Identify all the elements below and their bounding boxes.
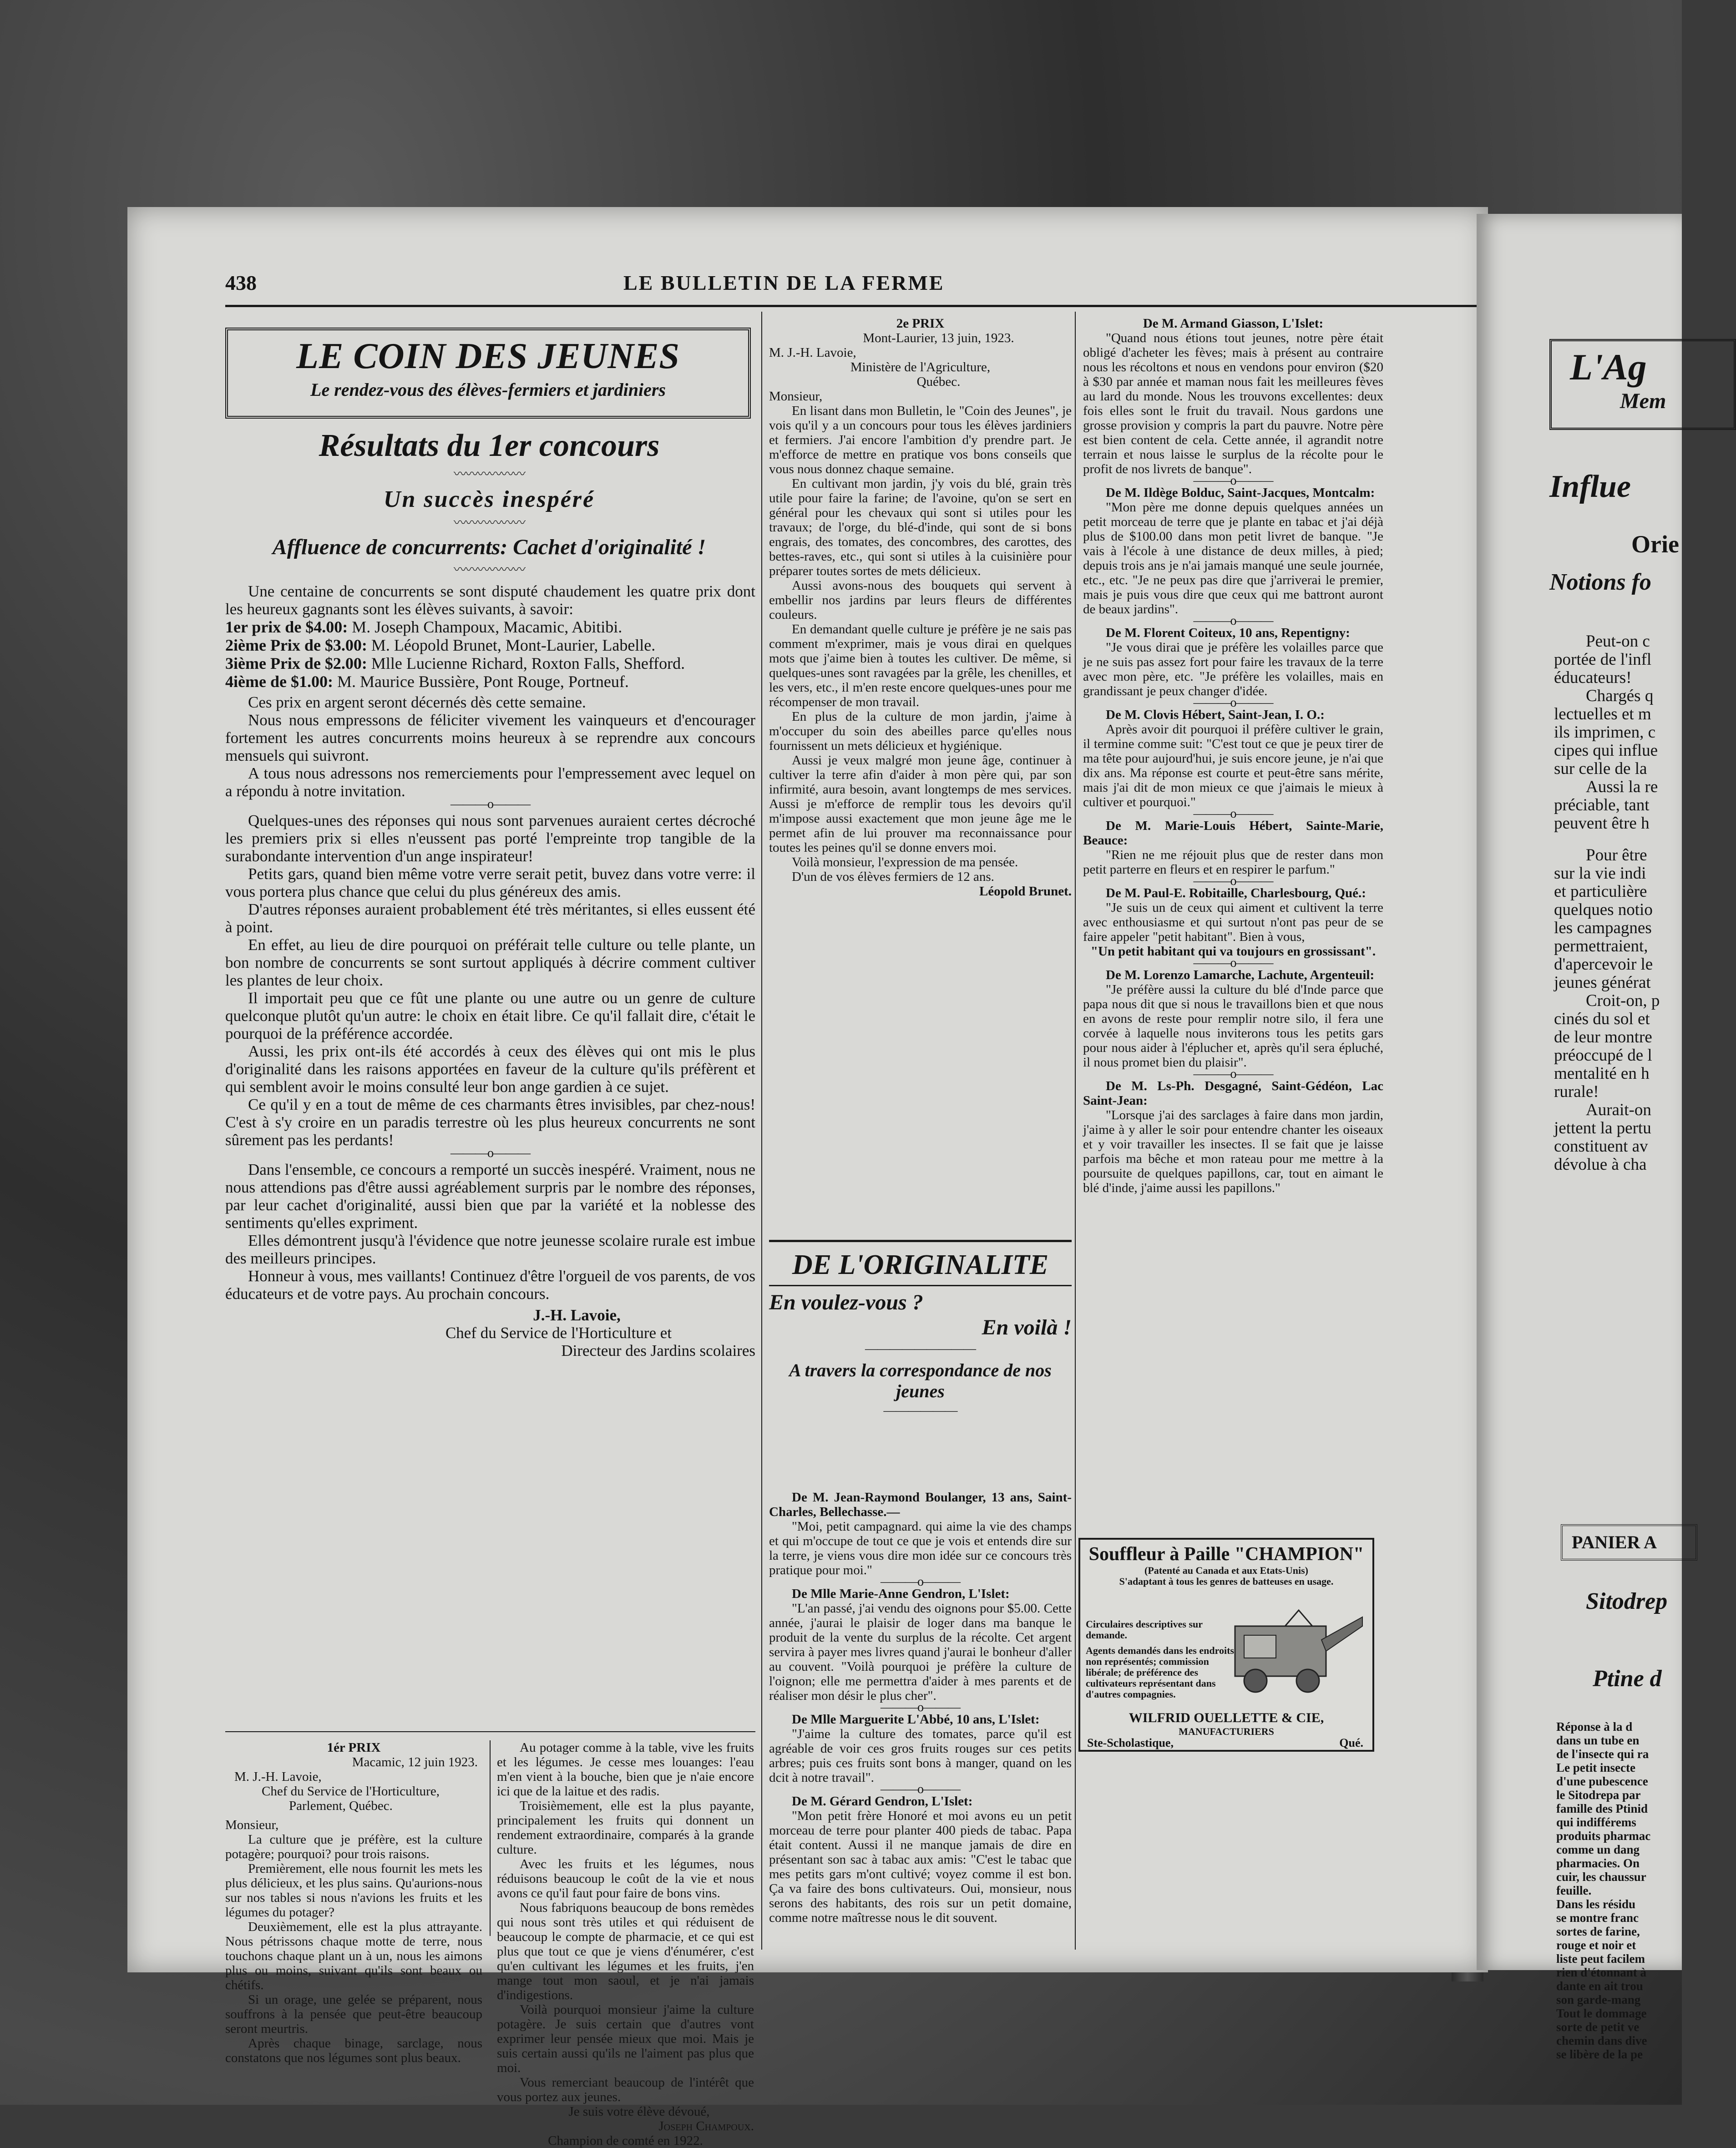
paragraph: D'autres réponses auraient probablement été très méritantes, si elles eussent été à point.	[225, 900, 755, 936]
separator: —————————	[865, 1342, 976, 1356]
text-line: dante en ait trou	[1556, 1979, 1643, 1993]
next-banner	[1549, 339, 1736, 430]
letter-entry	[1083, 708, 1383, 809]
next-page-fragment	[1477, 214, 1682, 2061]
paragraph: Honneur à vous, mes vaillants! Continuez d'être l'orgueil de vos parents, de vos éducateurs et de votre pays. Au prochain concours.	[225, 1267, 755, 1303]
separator: ———o———	[450, 1146, 530, 1160]
paragraph: Aussi je veux malgré mon jeune âge, continuer à cultiver la terre afin d'aider à mon père qui, par son infirmité, aura besoin, avant longtemps de mes services. Aussi je m'efforce de remplir tous les devoirs qu'il m'impose aussi exactement que mon jeune âge me le permet afin de lui prouver ma reconnaissance pour toutes les peines qu'il se donne envers moi.	[769, 753, 1072, 855]
entry-quote: "Un petit habitant qui va toujours en grossissant".	[1090, 944, 1376, 959]
text-line: éducateurs!	[1554, 668, 1632, 687]
section-rule	[769, 1285, 1072, 1286]
letter-entry	[1083, 485, 1383, 617]
text-line: de leur montre	[1554, 1028, 1652, 1046]
section-rule	[769, 1240, 1072, 1242]
next-heading: Sitodrep	[1586, 1588, 1668, 1614]
paragraph: Aussi avons-nous des bouquets qui servent à embellir nos jardins par leurs fleurs de différentes couleurs.	[769, 578, 1072, 622]
separator: ———o———	[881, 1782, 960, 1796]
separator: ——————	[883, 1404, 957, 1418]
text-line: constituent av	[1554, 1137, 1648, 1156]
signature-title: Directeur des Jardins scolaires	[561, 1342, 755, 1360]
separator: ———o———	[881, 1575, 960, 1589]
prize1-footer: Champion de comté en 1922.	[548, 2133, 703, 2148]
paragraph: Vous remerciant beaucoup de l'intérêt que vous portez aux jeunes.	[497, 2075, 754, 2104]
prize-label: 1er prix de $4.00:	[225, 618, 348, 636]
entry-head: De M. Ls-Ph. Desgagné, Saint-Gédéon, Lac Saint-Jean:	[1083, 1079, 1383, 1108]
entry-head: De M. Jean-Raymond Boulanger, 13 ans, Saint-Charles, Bellechasse.—	[769, 1490, 1072, 1519]
separator: ———o———	[1193, 807, 1273, 821]
paragraph: Dans l'ensemble, ce concours a remporté un succès inespéré. Vraiment, nous ne nous attendions pas d'être aussi agréablement surpris par le nombre des réponses, par leur cachet d'originalité, aussi bien que par la variété et la noblesse des sentiments qu'elles expriment.	[225, 1161, 755, 1232]
text-line: ils imprimen, c	[1554, 723, 1655, 742]
paragraph: Si un orage, une gelée se préparent, nous souffrons à la pensée que peut-être beaucoup seront meurtris.	[225, 1992, 482, 2036]
prize2-signature: Léopold Brunet.	[979, 884, 1072, 899]
originalite-line1: En voulez-vous ?	[769, 1290, 923, 1314]
letter-entry	[769, 1712, 1072, 1785]
wavy-divider: 〰〰〰〰〰〰	[453, 467, 525, 481]
column-rule-2	[1075, 312, 1076, 1950]
text-line: permettraient,	[1554, 937, 1648, 955]
entry-head: De Mlle Marie-Anne Gendron, L'Islet:	[792, 1587, 1010, 1601]
prize1-addr: M. J.-H. Lavoie,	[234, 1769, 322, 1784]
originalite-sub: A travers la correspondance de nos jeunes	[789, 1360, 1052, 1401]
entry-head: De M. Marie-Louis Hébert, Sainte-Marie, Beauce:	[1083, 819, 1383, 848]
text-line: lectuelles et m	[1554, 705, 1651, 723]
text-line: Dans les résidu	[1556, 1897, 1636, 1911]
running-title: LE BULLETIN DE LA FERME	[623, 271, 945, 294]
article-title: Résultats du 1er concours	[319, 428, 660, 463]
paragraph: Nous nous empressons de féliciter vivement les vainqueurs et d'encourager fortement les autres concurrents moins heureux à se reprendre aux concours mensuels qui suivront.	[225, 711, 755, 764]
text-line: Aussi la re	[1586, 778, 1658, 796]
paragraph: En cultivant mon jardin, j'y vois du blé, grain très utile pour faire la farine; de l'avoine, qu'on se sert en général pour les chevaux qui sont si utiles pour les travaux; de l'orge, du blé-d'inde, qui sont de si bons engrais, des tomates, des concombres, des carottes, des bettes-raves, etc., qui sont si utiles à la cuisinière pour préparer toutes sortes de mets délicieux.	[769, 476, 1072, 578]
banner-subtitle: Le rendez-vous des élèves-fermiers et jardiniers	[310, 379, 666, 400]
prize1-letter-col2	[497, 1740, 754, 2148]
letter-entry	[1083, 626, 1383, 698]
prize-winner: Mlle Lucienne Richard, Roxton Falls, Shefford.	[371, 654, 685, 672]
text-line: liste peut facilem	[1556, 1952, 1645, 1966]
text-line: mentalité en h	[1554, 1064, 1650, 1083]
prize-label: 2ième Prix de $3.00:	[225, 636, 367, 654]
text-line: jeunes générat	[1554, 973, 1651, 992]
separator: ———o———	[1193, 956, 1273, 970]
text-line: d'apercevoir le	[1554, 955, 1653, 974]
section-rule	[225, 1731, 755, 1732]
next-heading: Influe	[1549, 469, 1631, 504]
letter-entry	[1083, 1079, 1383, 1195]
text-line: sur celle de la	[1554, 759, 1647, 778]
entry-text: "J'aime la culture des tomates, parce qu'il est agréable de voir ces gros fruits rouges sur ces petits arbres; puis ces fruits sont bons à manger, quand on les dcit à notre travail".	[769, 1727, 1072, 1785]
text-line: famille des Ptinid	[1556, 1802, 1648, 1815]
text-line: quelques notio	[1554, 900, 1653, 919]
next-banner-title: L'Ag	[1570, 346, 1647, 388]
column-4-entries	[1083, 316, 1383, 1195]
text-line: son garde-mang	[1556, 1993, 1641, 2006]
text-line: Peut-on c	[1586, 632, 1650, 651]
prize2-heading: 2e PRIX	[896, 316, 945, 331]
ad-province: Qué.	[1339, 1736, 1363, 1749]
ad-title: Souffleur à Paille "CHAMPION"	[1088, 1544, 1364, 1565]
prize-item	[225, 636, 755, 654]
text-line: comme un dang	[1556, 1843, 1640, 1856]
entry-head: De M. Ildège Bolduc, Saint-Jacques, Montcalm:	[1106, 485, 1375, 500]
prize-list	[225, 618, 755, 691]
letter-entry	[1083, 886, 1383, 959]
text-line: cinés du sol et	[1554, 1010, 1650, 1028]
text-line: préoccupé de l	[1554, 1046, 1652, 1065]
ad-company: WILFRID OUELLETTE & CIE,	[1129, 1710, 1324, 1725]
text-line: produits pharmac	[1556, 1829, 1651, 1843]
paragraph: En demandant quelle culture je préfère je ne sais pas comment m'exprimer, mais je vous dirai en quelques mots que j'aime bien à toutes les cultiver. De même, si quelques-unes sont ravagées par la grêle, les chenilles, et les vers, etc., il m'en reste encore quelques-unes pour me récompenser de mon travail.	[769, 622, 1072, 709]
prize2-letter	[769, 316, 1072, 899]
entry-text: "Mon petit frère Honoré et moi avons eu un petit morceau de terre pour planter 400 pieds de tabac. Papa était content. Aussi il ne manque jamais de dire en présentant son sac à tabac aux amis: "C'est le tabac que mes petits gars m'ont cultivé; voyez comme il est bon. Ça va faire des bons cultivateurs. Oui, monsieur, nous serons des habitants, des rois sur un petit domaine, comme notre maîtresse nous le dit souvent.	[769, 1809, 1072, 1925]
prize1-addr: Parlement, Québec.	[289, 1799, 393, 1813]
prize1-addr: Chef du Service de l'Horticulture,	[262, 1784, 440, 1799]
prize-item	[225, 618, 755, 636]
article-intro: Une centaine de concurrents se sont disputé chaudement les quatre prix dont les heureux gagnants sont les élèves suivants, à savoir:	[225, 582, 755, 618]
text-line: cuir, les chaussur	[1556, 1870, 1646, 1884]
next-text-block	[1554, 632, 1658, 833]
entry-head: De M. Florent Coiteux, 10 ans, Repentigny:	[1106, 626, 1350, 640]
text-line: pharmacies. On	[1556, 1856, 1640, 1870]
separator: ———o———	[1193, 696, 1273, 710]
text-line: dévolue à cha	[1554, 1155, 1647, 1174]
letter-entry	[1083, 968, 1383, 1070]
entry-text: "Rien ne me réjouit plus que de rester dans mon petit parterre en fleurs et en respirer le parfum."	[1083, 848, 1383, 877]
thresher-illustration	[1230, 1608, 1367, 1694]
text-line: chemin dans dive	[1556, 2034, 1647, 2047]
entry-head: De M. Clovis Hébert, Saint-Jean, I. O.:	[1106, 708, 1325, 722]
entry-head: De Mlle Marguerite L'Abbé, 10 ans, L'Islet:	[792, 1712, 1040, 1727]
page-number: 438	[225, 271, 257, 294]
column-rule-small	[490, 1740, 491, 1936]
entry-text: "Quand nous étions tout jeunes, notre père était obligé d'acheter les fèves; mais à présent au contraire nous les récoltons et nous en vendons pour environ ($20 à $30 par année et maman nous fait les meilleures fèves au lard du monde. Nous les trouvons excellentes: deux fois elles sont le fruit du travail. Nous gardons une grosse provision y compris la part du pauvre. Notre père est bien content de cela. Cette année, il agrandit notre terrain et nous laisse le surplus de la récolte pour le profit de nos livrets de banque".	[1083, 331, 1383, 476]
letter-entry	[769, 1587, 1072, 1703]
next-text-block	[1554, 846, 1660, 1174]
paragraph: Quelques-unes des réponses qui nous sont parvenues auraient certes décroché les premiers prix si elles n'eussent pas porté l'empreinte trop tangible de la surabondante intervention d'un ange inspirateur!	[225, 812, 755, 865]
text-line: préciable, tant	[1554, 796, 1650, 814]
prize1-date: Macamic, 12 juin 1923.	[352, 1755, 478, 1769]
article-subtitle-2: Affluence de concurrents: Cachet d'originalité !	[272, 535, 706, 559]
separator: ———o———	[1193, 874, 1273, 888]
paragraph: Premièrement, elle nous fournit les mets les plus délicieux, et les plus sains. Qu'aurions-nous sur nos tables si nous n'avions les fruits et les légumes du potager?	[225, 1861, 482, 1920]
text-line: sorte de petit ve	[1556, 2020, 1640, 2034]
text-line: le Sitodrepa par	[1556, 1788, 1641, 1802]
next-heading: Orie	[1631, 531, 1679, 558]
originalite-header	[769, 1249, 1072, 1418]
prize1-heading: 1ér PRIX	[327, 1740, 381, 1755]
prize-winner: M. Maurice Bussière, Pont Rouge, Portneuf.	[337, 672, 629, 691]
paragraph: Troisièmement, elle est la plus payante, principalement les fruits qui donnent un rendement extraordinaire, comparés à la grande culture.	[497, 1799, 754, 1857]
paragraph: Après chaque binage, sarclage, nous constatons que nos légumes sont plus beaux.	[225, 2036, 482, 2065]
next-panier-box: PANIER A	[1561, 1524, 1697, 1561]
originalite-entries	[769, 1490, 1072, 1925]
advertisement	[1078, 1538, 1374, 1752]
letter-entry	[1083, 819, 1383, 877]
newspaper-page	[127, 207, 1488, 2148]
separator: ———o———	[450, 797, 530, 811]
wavy-divider: 〰〰〰〰〰〰	[453, 563, 525, 577]
ad-city: Ste-Scholastique,	[1087, 1736, 1174, 1749]
paragraph: Deuxièmement, elle est la plus attrayante. Nous pétrissons chaque motte de terre, nous touchons chaque plant un à un, nous les aimons plus ou moins, suivant qu'ils sont beaux ou chétifs.	[225, 1920, 482, 1992]
text-line: les campagnes	[1554, 919, 1652, 937]
prize2-addr: Québec.	[916, 374, 961, 389]
separator: ———o———	[881, 1700, 960, 1714]
header-rule	[225, 305, 1499, 307]
paragraph: Ces prix en argent seront décernés dès cette semaine.	[248, 693, 586, 711]
paragraph: Petits gars, quand bien même votre verre serait petit, buvez dans votre verre: il vous portera plus chance que celui du plus généreux des amis.	[225, 865, 755, 900]
ad-agents: Agents demandés dans les endroits non représentés; commission libérale; de préférence des cultivateurs représentant dans d'autres compagnies.	[1086, 1645, 1234, 1700]
next-heading: Ptine d	[1593, 1666, 1662, 1692]
ad-circulars: Circulaires descriptives sur demande.	[1086, 1618, 1203, 1641]
prize-label: 4ième de $1.00:	[225, 672, 333, 691]
paragraph: D'un de vos élèves fermiers de 12 ans.	[792, 869, 994, 884]
text-line: portée de l'infl	[1554, 650, 1652, 669]
text-line: Croit-on, p	[1586, 991, 1660, 1010]
prize2-addr: Ministère de l'Agriculture,	[850, 360, 991, 374]
originalite-line2: En voilà !	[982, 1315, 1072, 1339]
paragraph: Ce qu'il y en a tout de même de ces charmants êtres invisibles, par chez-nous! C'est à s'y croire en un paradis terrestre où les plus heureux concurrents ne sont sûrement pas les perdants!	[225, 1096, 755, 1149]
entry-head: De M. Lorenzo Lamarche, Lachute, Argenteuil:	[1106, 968, 1375, 982]
ad-patent: (Patenté au Canada et aux Etats-Unis)	[1144, 1565, 1308, 1576]
entry-text: "Je suis un de ceux qui aiment et cultivent la terre avec enthousiasme et qui surtout n'ont pas peur de se faire appeler "petit habitant". Bien à vous,	[1083, 900, 1383, 944]
text-line: de l'insecte qui ra	[1556, 1747, 1649, 1761]
text-line: Tout le dommage	[1556, 2006, 1647, 2020]
paragraph: En lisant dans mon Bulletin, le "Coin des Jeunes", je vois qu'il y a un concours pour tous les élèves jardiniers et fermiers. J'ai encore l'ambition d'y prendre part. Je m'efforce de mettre en pratique vos bons conseils que vous nous donnez chaque semaine.	[769, 404, 1072, 476]
text-line: sur la vie indi	[1554, 864, 1646, 883]
paragraph: En plus de la culture de mon jardin, j'aime à m'occuper du soin des abeilles parce qu'elles nous fournissent un mets délicieux et hygiénique.	[769, 709, 1072, 753]
text-line: cipes qui influe	[1554, 741, 1658, 760]
entry-head: De M. Armand Giasson, L'Islet:	[1143, 316, 1324, 331]
entry-text: "Lorsque j'ai des sarclages à faire dans mon jardin, j'aime à y aller le soir pour entendre chanter les oiseaux et y voir travailler les insectes. Il se fait que je laisse parfois ma bêche et mon rateau pour me mettre à la poursuite de quelques papillons, car, tout en aimant le blé d'inde, j'aime aussi les papillons."	[1083, 1108, 1383, 1195]
prize-label: 3ième Prix de $2.00:	[225, 654, 367, 672]
wavy-divider: 〰〰〰〰〰〰	[453, 516, 525, 530]
paragraph: A tous nous adressons nos remerciements pour l'empressement avec lequel on a répondu à notre invitation.	[225, 764, 755, 800]
text-line: peuvent être h	[1554, 814, 1650, 833]
ad-tagline: S'adaptant à tous les genres de batteuses en usage.	[1119, 1576, 1334, 1587]
prize1-letter-col1	[225, 1740, 482, 2065]
originalite-title: DE L'ORIGINALITE	[792, 1249, 1049, 1280]
text-line: Aurait-on	[1586, 1101, 1651, 1119]
text-line: se libère de la pe	[1556, 2047, 1643, 2061]
paragraph: En effet, au lieu de dire pourquoi on préférait telle culture ou telle plante, un bon nombre de concurrents se sont surtout appliqués à décrire comment cultiver les plantes de leur choix.	[225, 936, 755, 989]
column-rule-1	[761, 312, 762, 1950]
ad-role: MANUFACTURIERS	[1179, 1726, 1274, 1737]
letter-entry	[769, 1794, 1072, 1925]
banner-title: LE COIN DES JEUNES	[296, 336, 680, 376]
separator: ———o———	[1193, 474, 1273, 488]
banner-box	[225, 328, 751, 419]
paragraph: Au potager comme à la table, vive les fruits et les légumes. Je cesse mes louanges: l'eau m'en vient à la bouche, bien que je n'aie encore ici que de la laitue et des radis.	[497, 1740, 754, 1799]
text-line: rien d'étonnant à	[1556, 1966, 1647, 1979]
paragraph: Voilà monsieur, l'expression de ma pensée.	[792, 855, 1018, 869]
text-line: rouge et noir et	[1556, 1938, 1636, 1952]
text-line: rurale!	[1554, 1082, 1599, 1101]
paragraph: La culture que je préfère, est la culture potagère; pourquoi? pour trois raisons.	[225, 1832, 482, 1861]
entry-text: "Moi, petit campagnard. qui aime la vie des champs et qui m'occupe de tout ce que je vois et entends dire sur la terre, je viens vous dire mon idée sur ce concours très pratique pour moi."	[769, 1519, 1072, 1577]
entry-text: "L'an passé, j'ai vendu des oignons pour $5.00. Cette année, j'aurai le plaisir de loger dans ma banque le produit de la vente du surplus de la récolte. Cet argent servira à payer mes livres quand j'aurai le bonheur d'aller au couvent. "Voilà pourquoi je préfère la culture de l'oignon; elle me permettra d'aider à mes parents et de réaliser mon désir le plus cher".	[769, 1601, 1072, 1703]
article-body	[225, 582, 755, 1360]
paragraph: Voilà pourquoi monsieur j'aime la culture potagère. Je suis certain que d'autres vont exprimer leur pensée mieux que moi. Mais je suis certain aussi qu'ils ne l'aiment pas plus que moi.	[497, 2002, 754, 2075]
text-line: Le petit insecte	[1556, 1761, 1635, 1774]
text-line: et particulière	[1554, 882, 1647, 901]
next-heading: Notions fo	[1549, 569, 1651, 595]
prize1-closing: Je suis votre élève dévoué,	[568, 2104, 710, 2119]
signature: J.-H. Lavoie,	[533, 1306, 621, 1324]
text-line: d'une pubescence	[1556, 1774, 1648, 1788]
entry-head: De M. Paul-E. Robitaille, Charlesbourg, Qué.:	[1106, 886, 1366, 900]
entry-text: Après avoir dit pourquoi il préfère cultiver le grain, il termine comme suit: "C'est tout ce que je peux tirer de ma tête pour aujourd'hui, je suis encore jeune, je n'ai que dix ans. Ma réponse est courte et peut-être sans mérite, mais j'ai dit de mon mieux ce que j'aimais le mieux à cultiver et pourquoi."	[1083, 722, 1383, 809]
text-line: feuille.	[1556, 1884, 1592, 1897]
text-line: qui indifférems	[1556, 1815, 1636, 1829]
next-text-block	[1556, 1720, 1650, 2061]
paragraph: Elles démontrent jusqu'à l'évidence que notre jeunesse scolaire rurale est imbue des meilleurs principes.	[225, 1232, 755, 1267]
prize-winner: M. Léopold Brunet, Mont-Laurier, Labelle.	[371, 636, 656, 654]
text-line: Pour être	[1586, 846, 1647, 864]
entry-text: "Je préfère aussi la culture du blé d'Inde parce que papa nous dit que si nous le travaillons bien et que nous en avons de reste pour remplir notre silo, il fera une corvée à laquelle nous inviterons tous les petits gars pour nous aider à l'éplucher et, après qu'il sera épluché, il nous promet bien du plaisir".	[1083, 982, 1383, 1070]
letter-entry	[769, 1490, 1072, 1577]
paragraph: Avec les fruits et les légumes, nous réduisons beaucoup le coût de la vie et nous avons ce qu'il faut pour faire de bons vins.	[497, 1857, 754, 1900]
prize-winner: M. Joseph Champoux, Macamic, Abitibi.	[352, 618, 623, 636]
text-line: dans un tube en	[1556, 1734, 1640, 1747]
prize1-salutation: Monsieur,	[225, 1818, 279, 1832]
prize2-addr: M. J.-H. Lavoie,	[769, 345, 856, 360]
prize1-signature: Joseph Champoux.	[658, 2119, 754, 2133]
paragraph: Aussi, les prix ont-ils été accordés à ceux des élèves qui ont mis le plus d'originalité dans les raisons apportées en faveur de la culture qu'ils préfèrent et qui semblent avoir le moins consulté leur bon ange gardien à ce sujet.	[225, 1042, 755, 1096]
text-line: se montre franc	[1556, 1911, 1639, 1925]
separator: ———o———	[1193, 1067, 1273, 1081]
letter-entry	[1083, 316, 1383, 476]
prize-item	[225, 672, 755, 691]
prize2-date: Mont-Laurier, 13 juin, 1923.	[863, 331, 1014, 345]
entry-head: De M. Gérard Gendron, L'Islet:	[792, 1794, 973, 1809]
prize2-salutation: Monsieur,	[769, 389, 823, 404]
next-banner-sub: Mem	[1620, 389, 1666, 413]
article-subtitle: Un succès inespéré	[383, 486, 595, 512]
paragraph: Nous fabriquons beaucoup de bons remèdes qui nous sont très utiles et qui réduisent de beaucoup le compte de pharmacie, et ce qui est plus que tout ce que je viens d'énumérer, c'est qu'en cultivant les légumes et les fruits, j'en mange tout mon saoul, et je n'ai jamais d'indigestions.	[497, 1900, 754, 2002]
separator: ———o———	[1193, 614, 1273, 628]
text-line: jettent la pertu	[1554, 1119, 1651, 1137]
paragraph: Il importait peu que ce fût une plante ou une autre ou un genre de culture quelconque plutôt qu'un autre: le choix en était libre. Ce qu'il fallait dire, c'était le pourquoi de la préférence accordée.	[225, 989, 755, 1042]
entry-text: "Mon père me donne depuis quelques années un petit morceau de terre que je plante en tabac et j'ai déjà plus de $100.00 dans mon petit livret de banque. "Je vais à l'école à une distance de deux milles, à pied; depuis trois ans je n'ai jamais manqué une seule journée, etc., etc. "Je ne peux pas dire que j'arriverai le premier, mais je puis vous dire que ceux qui me battront auront de beaux jardins".	[1083, 500, 1383, 617]
text-line: Réponse à la d	[1556, 1720, 1633, 1734]
text-line: Chargés q	[1586, 687, 1654, 705]
prize-item	[225, 654, 755, 672]
text-line: sortes de farine,	[1556, 1925, 1640, 1938]
article-header	[225, 428, 753, 578]
signature-title: Chef du Service de l'Horticulture et	[445, 1324, 672, 1342]
entry-text: "Je vous dirai que je préfère les volailles parce que je ne suis pas assez fort pour faire les travaux de la terre avec mon père, etc. "Je préfère les volailles, mais en grandissant je peux changer d'idée.	[1083, 640, 1383, 698]
